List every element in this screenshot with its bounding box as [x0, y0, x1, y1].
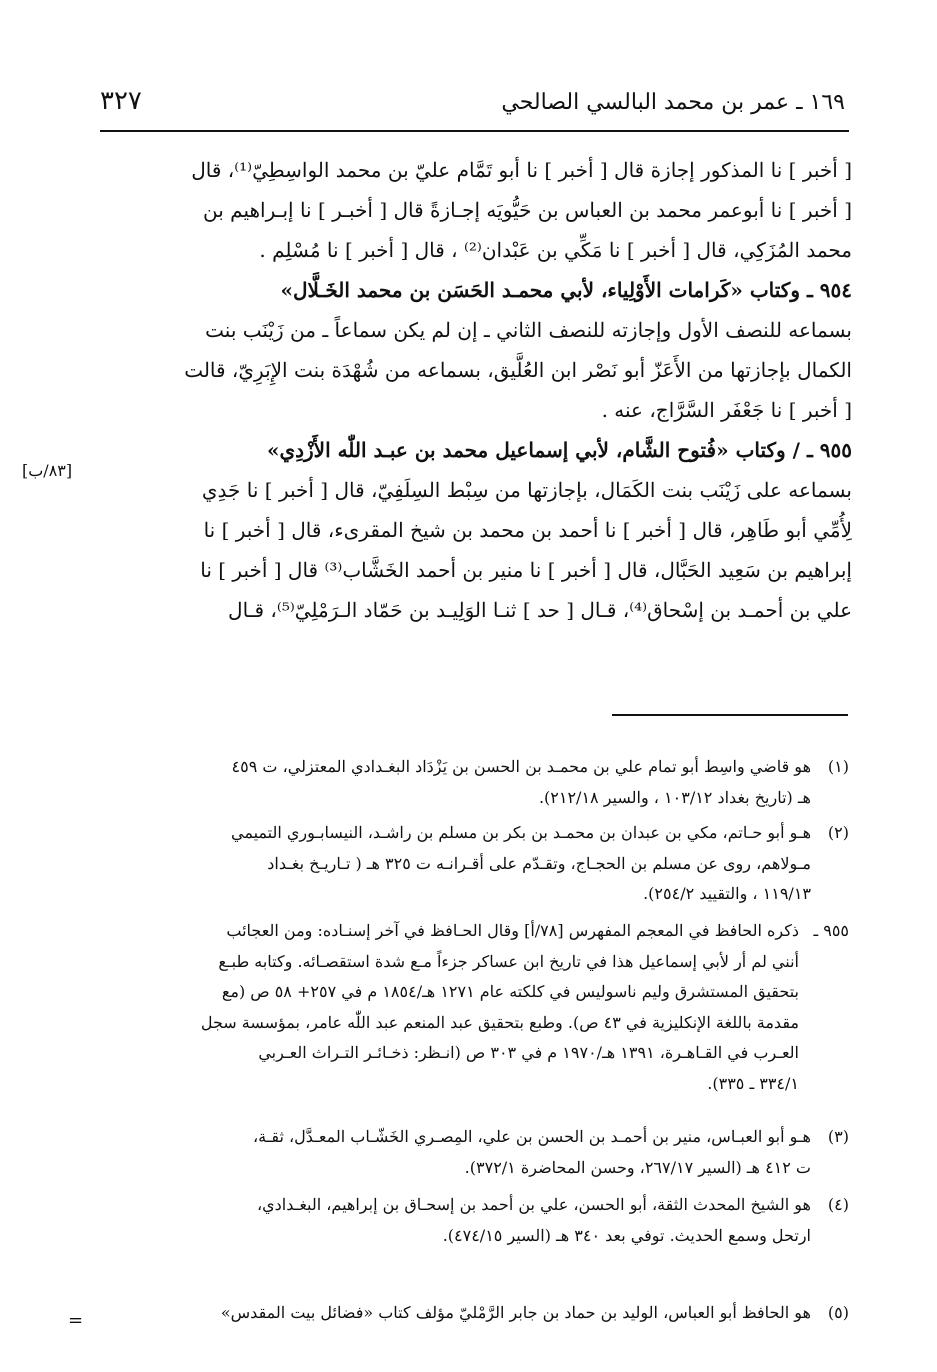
footnote-rule: [612, 714, 848, 716]
footnote-line: مـولاهم، روى عن مسلم بن الحجـاج، وتقـدّم على أقـرانـه ت ٣٢٥ هـ ( تـاريـخ بغـداد: [267, 853, 811, 873]
footnote-3: [100, 1122, 849, 1183]
footnote-1: [100, 752, 849, 813]
footnote-line: هو الشيخ المحدث الثقة، أبو الحسن، علي بن أحمد بن إسحـاق بن إبراهيم، البغـدادي،: [256, 1195, 811, 1214]
body-line: الكمال بإجازتها من الأَعَزّ أبو نَصْر ابن العُلَّيق، بسماعه من شُهْدَة بنت الإِبَرِيّ، قالت: [184, 358, 852, 382]
body-line: إبراهيم بن سَعِيد الحَبَّال، قال [ أخبر ] نا منير بن أحمد الخَشَّاب⁽³⁾ قال [ أخبر ] نا: [200, 558, 852, 582]
footnote-line: بتحقيق المستشرق وليم ناسوليس في كلكته عام ١٢٧١ هـ/١٨٥٤ م في ٢٥٧+ ٥٨ ص (مع: [221, 982, 799, 1001]
footnote-line: مقدمة باللغة الإنكليزية في ٤٣ ص). وطبع بتحقيق عبد المنعم عبد اللّٰه عامر، بمؤسسة سجل: [200, 1012, 799, 1032]
footnote-line: ٣٣٤/١ ـ ٣٣٥).: [707, 1073, 799, 1093]
footnote-line: العـرب في القـاهـرة، ١٣٩١ هـ/١٩٧٠ م في ٣٠٣ ص (انـظر: ذخـائـر التـراث العـربي: [258, 1043, 799, 1062]
footnote-line: ارتحل وسمع الحديث. توفي بعد ٣٤٠ هـ (السير ٤٧٤/١٥).: [442, 1225, 811, 1245]
footnote-label: (٤): [827, 1195, 849, 1214]
footnote-label: (١): [827, 757, 849, 776]
margin-folio-note: [٨٣/ب]: [22, 461, 73, 480]
entry-heading-955: ٩٥٥ ـ / وكتاب «فُتوح الشَّام، لأبي إسماعيل محمد بن عبـد اللّٰه الأَزْدِي»: [266, 438, 852, 462]
page-number: ٣٢٧: [100, 86, 142, 116]
main-text: [100, 150, 852, 630]
body-line: [ أخبر ] نا أبوعمر محمد بن العباس بن حَيُّويَه إجـازةً قال [ أخبـر ] نا إبـراهيم بن: [202, 198, 852, 222]
entry-heading-954: ٩٥٤ ـ وكتاب «كَرامات الأَوْلِياء، لأبي محمـد الحَسَن بن محمد الخَـلَّال»: [280, 278, 852, 302]
footnote-line: أنني لم أر لأبي إسماعيل هذا في تاريخ ابن عساكر جزءاً مـع شدة استقصـائه. وكتابه طبـع: [218, 951, 799, 971]
footnote-5: [100, 1298, 849, 1329]
footnote-label: (٣): [827, 1127, 849, 1146]
footnote-label: ٩٥٥ ـ: [813, 921, 849, 940]
header-rule: [100, 130, 849, 132]
footnote-label: (٥): [827, 1303, 849, 1322]
body-line: محمد المُزَكِي، قال [ أخبر ] نا مَكِّي بن عَبْدان⁽²⁾ ، قال [ أخبر ] نا مُسْلِم .: [259, 238, 852, 262]
body-line: بسماعه على زَيْنَب بنت الكَمَال، بإجازتها من سِبْط السِلَفِيّ، قال [ أخبر ] نا جَدِي: [201, 478, 852, 502]
body-line: [ أخبر ] نا جَعْفَر السَّرَّاج، عنه .: [601, 398, 852, 422]
footnote-label: (٢): [827, 823, 849, 842]
body-line: لِأُمِّي أبو طَاهِر، قال [ أخبر ] نا أحمد بن محمد بن شيخ المقرىء، قال [ أخبر ] نا: [203, 518, 852, 542]
body-line: بسماعه للنصف الأول وإجازته للنصف الثاني ـ إن لم يكن سماعاً ـ من زَيْنَب بنت: [205, 318, 852, 342]
footnote-955: [100, 916, 849, 1099]
footnote-line: ذكره الحافظ في المعجم المفهرس [٧٨/أ] وقال الحـافظ في آخر إسنـاده: ومن العجائب: [226, 921, 799, 940]
body-line: [ أخبر ] نا المذكور إجازة قال [ أخبر ] نا أبو تَمَّام عليّ بن محمد الواسِطِيّ⁽¹⁾، قال: [191, 158, 852, 182]
body-line: علي بن أحمـد بن إسْحاق⁽⁴⁾، قـال [ حد ] ثنـا الوَلِيـد بن حَمّاد الـرَمْلِيّ⁽⁵⁾، قـال: [228, 598, 852, 622]
continuation-mark: =: [68, 1310, 84, 1331]
footnote-line: هو قاضي واسِط أبو تمام علي بن محمـد بن الحسن بن يَزْدَاد البغـدادي المعتزلي، ت ٤٥٩: [231, 757, 811, 776]
running-title: ١٦٩ ـ عمر بن محمد البالسي الصالحي: [501, 90, 845, 115]
footnote-4: [100, 1190, 849, 1251]
footnote-line: هو الحافظ أبو العباس، الوليد بن حماد بن جابر الرَّمْليّ مؤلف كتاب «فضائل بيت المقدس»: [220, 1303, 811, 1322]
footnote-line: هـو أبو حـاتم، مكي بن عبدان بن محمـد بن بكر بن مسلم بن راشـد، النيسابـوري التميمي: [231, 823, 811, 842]
footnote-line: ت ٤١٢ هـ (السير ٢٦٧/١٧، وحسن المحاضرة ٣٧٢/١).: [464, 1157, 811, 1177]
footnote-line: ١١٩/١٣ ، والتقييد ٢٥٤/٢).: [643, 884, 811, 903]
footnote-line: هـ (تاريخ بغداد ١٠٣/١٢ ، والسير ٢١٢/١٨).: [538, 787, 811, 807]
footnote-line: هـو أبو العبـاس، منير بن أحمـد بن الحسن بن علي، المِصـري الخَشّـاب المعـدَّل، ثقـة،: [252, 1127, 811, 1146]
footnote-2: [100, 818, 849, 910]
